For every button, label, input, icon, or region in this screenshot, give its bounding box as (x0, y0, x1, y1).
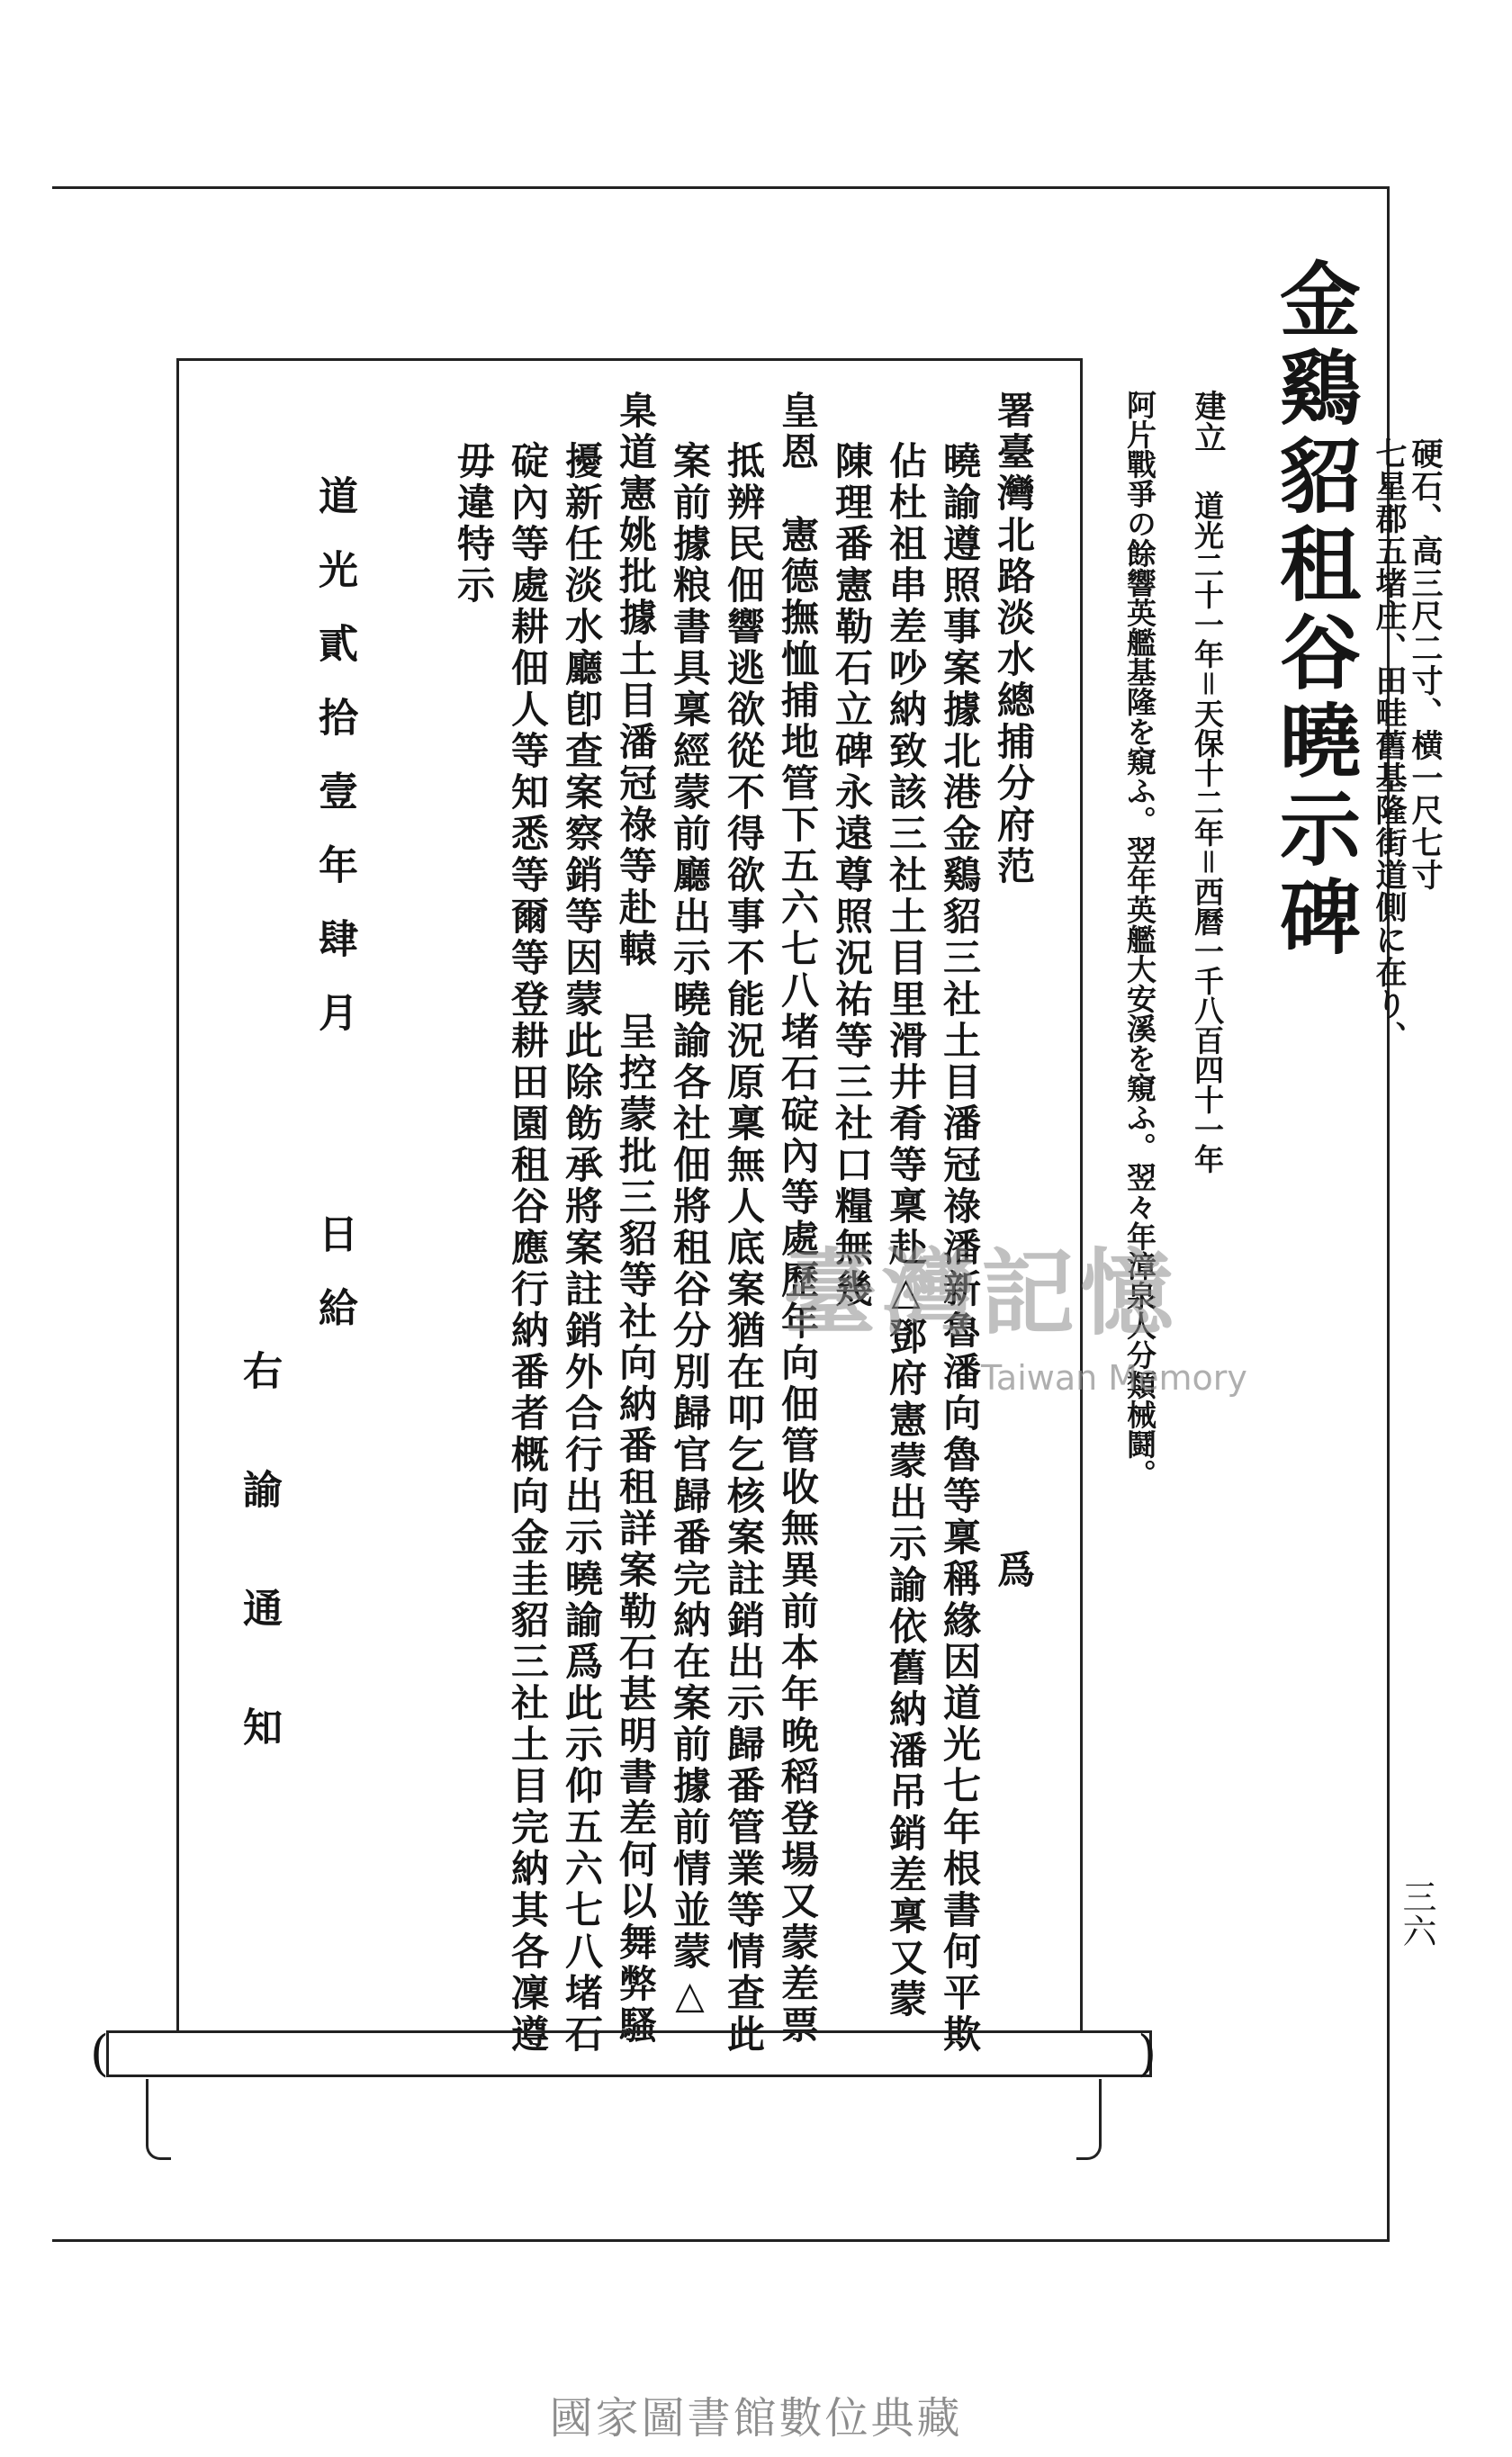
inscription-column-7: 案前據粮書具稟經蒙前廳出示曉諭各社佃將租谷分別歸官歸番完納在案前據前情並蒙△ (668, 441, 712, 2020)
established-date: 道光二十一年＝天保十二年＝西曆一千八百四十一年 (1190, 490, 1225, 1174)
inscription-column-4: 陳理番憲勒石立碑永遠尊照況祐等三社口糧無幾 (830, 441, 874, 1310)
inscription-column-8: 臬道憲姚批據土目潘冠祿等赴轅 呈控蒙批三貂等社向納番租詳案勒石甚明書差何以舞弊騷 (614, 391, 658, 2047)
page-number: 三六 (1397, 1879, 1436, 1948)
inscription-column-3: 佔杜祖串差吵納致該三社土目里滑井肴等稟赴△鄧府憲蒙出示諭依舊納潘吊銷差稟又蒙 (884, 441, 928, 2020)
roller-cap-left: ( (90, 2025, 110, 2082)
inscription-closing: 右諭通知 (236, 1350, 282, 1825)
roller-cap-right: ) (1138, 2025, 1157, 2082)
inscription-column-11: 毋違特示 (452, 441, 496, 607)
footer-collection-label: 國家圖書館數位典藏 (549, 2393, 963, 2444)
inscription-column-5: 皇恩 憲德撫恤捕地管下五六七八堵石碇內等處歷年向佃管收無異前本年晚稻登場又蒙差票 (776, 391, 820, 2047)
scroll-leg-left (146, 2079, 171, 2160)
location-line-2: 硬石、高三尺二寸、横一尺七寸 (1407, 437, 1444, 891)
history-note: 阿片戰爭の餘響英艦基隆を窺ふ。翌年英艦大安溪を窺ふ。翌々年漳泉人分類械鬪。 (1122, 390, 1157, 1489)
watermark-english: Taiwan Memory (981, 1358, 1247, 1398)
inscription-column-6: 抵辨民佃響逃欲從不得欲事不能況原稟無人底案猶在叩乞核案註銷出示歸番管業等情查此 (722, 441, 766, 2056)
inscription-column-9: 擾新任淡水廳卽查案察銷等因蒙此除飭承將案註銷外合行出示曉諭爲此示仰五六七八堵石 (560, 441, 604, 2056)
inscription-column-1: 署臺灣北路淡水總捕分府范 爲 (992, 391, 1036, 1591)
location-line-1: 七星郡五堵庄、田畦舊基隆街道側に在り、 (1371, 437, 1408, 1053)
scroll-leg-right (1076, 2079, 1102, 2160)
inscription-column-2: 曉諭遵照事案據北港金鷄貂三社土目潘冠祿潘新魯潘向魯等稟稱緣因道光七年根書何平欺 (938, 441, 982, 2056)
established-label: 建立 (1190, 390, 1227, 453)
scroll-roller (106, 2030, 1152, 2077)
watermark-logo: 臺灣記憶 (783, 1238, 1180, 1348)
inscription-date: 道光貳拾壹年肆月 日給 (311, 475, 357, 1361)
inscription-column-10: 碇內等處耕佃人等知悉等爾等登耕田園租谷應行納番者概向金圭貂三社土目完納其各凜遵 (506, 441, 550, 2056)
page-title: 金鷄貂租谷曉示碑 (1265, 257, 1361, 963)
